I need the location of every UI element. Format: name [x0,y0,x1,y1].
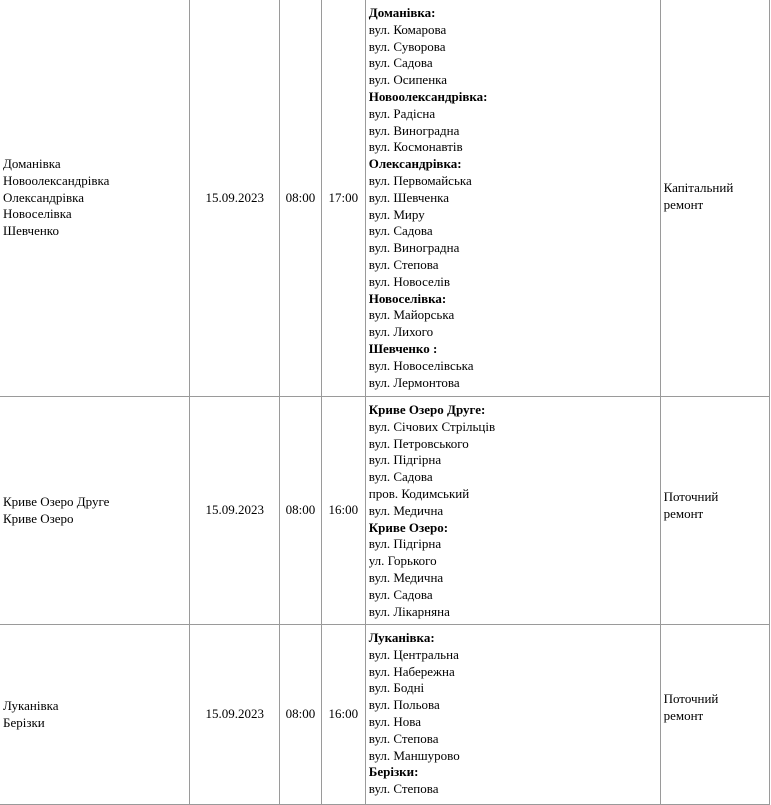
street-item: вул. Суворова [368,38,446,54]
street-item: вул. Степова [368,730,439,746]
street-item: вул. Нова [368,713,421,729]
street-item: вул. Центральна [368,646,459,662]
street-item: вул. Майорська [368,307,455,323]
streets-cell [365,625,660,805]
street-item: вул. Підгірна [368,536,442,552]
work-type-line: ремонт [663,707,704,723]
street-item: вул. Садова [368,469,433,485]
streets-cell [365,0,660,397]
settlement-heading: Криве Озеро: [368,519,449,535]
settlement-name: Криве Озеро [3,510,74,526]
street-item: вул. Степова [368,781,439,797]
street-item: вул. Медична [368,569,444,585]
street-item: вул. Комарова [368,21,447,37]
street-item: вул. Садова [368,223,433,239]
table-row [0,625,770,805]
street-item: вул. Виноградна [368,122,460,138]
date-cell: 15.09.2023 [190,0,280,397]
work-type-line: Поточний [663,489,719,504]
street-item: вул. Петровського [368,435,469,451]
date-cell: 15.09.2023 [190,625,280,805]
work-type-cell [660,397,769,625]
street-item: вул. Степова [368,256,439,272]
street-item: вул. Новоселів [368,273,451,289]
street-item: вул. Маншурово [368,747,460,763]
settlement-name: Луканівка [3,697,59,713]
end-time-cell: 16:00 [321,397,365,625]
end-time-cell: 17:00 [321,0,365,397]
street-item: вул. Садова [368,586,433,602]
settlements-cell [0,625,190,805]
work-type-line: Поточний [663,691,719,706]
street-item: вул. Лермонтова [368,374,460,390]
start-time-cell: 08:00 [280,0,322,397]
street-item: вул. Лікарняна [368,603,450,619]
street-item: вул. Бодні [368,680,425,696]
settlements-cell [0,397,190,625]
street-item: вул. Січових Стрільців [368,418,496,434]
street-item: вул. Осипенка [368,72,448,88]
street-item: вул. Космонавтів [368,139,463,155]
street-item: вул. Садова [368,55,433,71]
street-item: ул. Горького [368,553,437,569]
end-time-cell: 16:00 [321,625,365,805]
work-type-cell [660,0,769,397]
table-row [0,0,770,397]
street-item: вул. Медична [368,502,444,518]
street-item: вул. Радісна [368,105,436,121]
work-type-line: ремонт [663,196,704,212]
settlement-heading: Берізки: [368,764,419,780]
settlement-heading: Луканівка: [368,630,435,645]
start-time-cell: 08:00 [280,397,322,625]
settlements-cell [0,0,190,397]
street-item: вул. Виноградна [368,240,460,256]
settlement-heading: Новоолександрівка: [368,88,488,104]
start-time-cell: 08:00 [280,625,322,805]
street-item: вул. Підгірна [368,452,442,468]
settlement-name: Криве Озеро Друге [3,493,110,509]
settlement-name: Берізки [3,714,45,730]
settlement-name: Олександрівка [3,189,85,205]
settlement-heading: Криве Озеро Друге: [368,402,486,417]
date-cell: 15.09.2023 [190,397,280,625]
street-item: вул. Лихого [368,324,434,340]
street-item: вул. Миру [368,206,425,222]
street-item: вул. Польова [368,697,440,713]
street-item: пров. Кодимський [368,485,470,501]
streets-cell [365,397,660,625]
settlement-name: Новоолександрівка [3,172,110,188]
work-type-line: ремонт [663,505,704,521]
work-type-cell [660,625,769,805]
street-item: вул. Новоселівська [368,357,474,373]
settlement-heading: Новоселівка: [368,290,447,306]
settlement-name: Новоселівка [3,206,72,222]
settlement-heading: Шевченко : [368,340,438,356]
settlement-heading: Олександрівка: [368,156,462,172]
street-item: вул. Первомайська [368,172,472,188]
street-item: вул. Шевченка [368,189,450,205]
work-type-line: Капітальний [663,180,734,195]
table-row [0,397,770,625]
settlement-name: Доманівка [3,156,61,171]
settlement-heading: Доманівка: [368,5,436,20]
street-item: вул. Набережна [368,663,455,679]
settlement-name: Шевченко [3,223,59,239]
